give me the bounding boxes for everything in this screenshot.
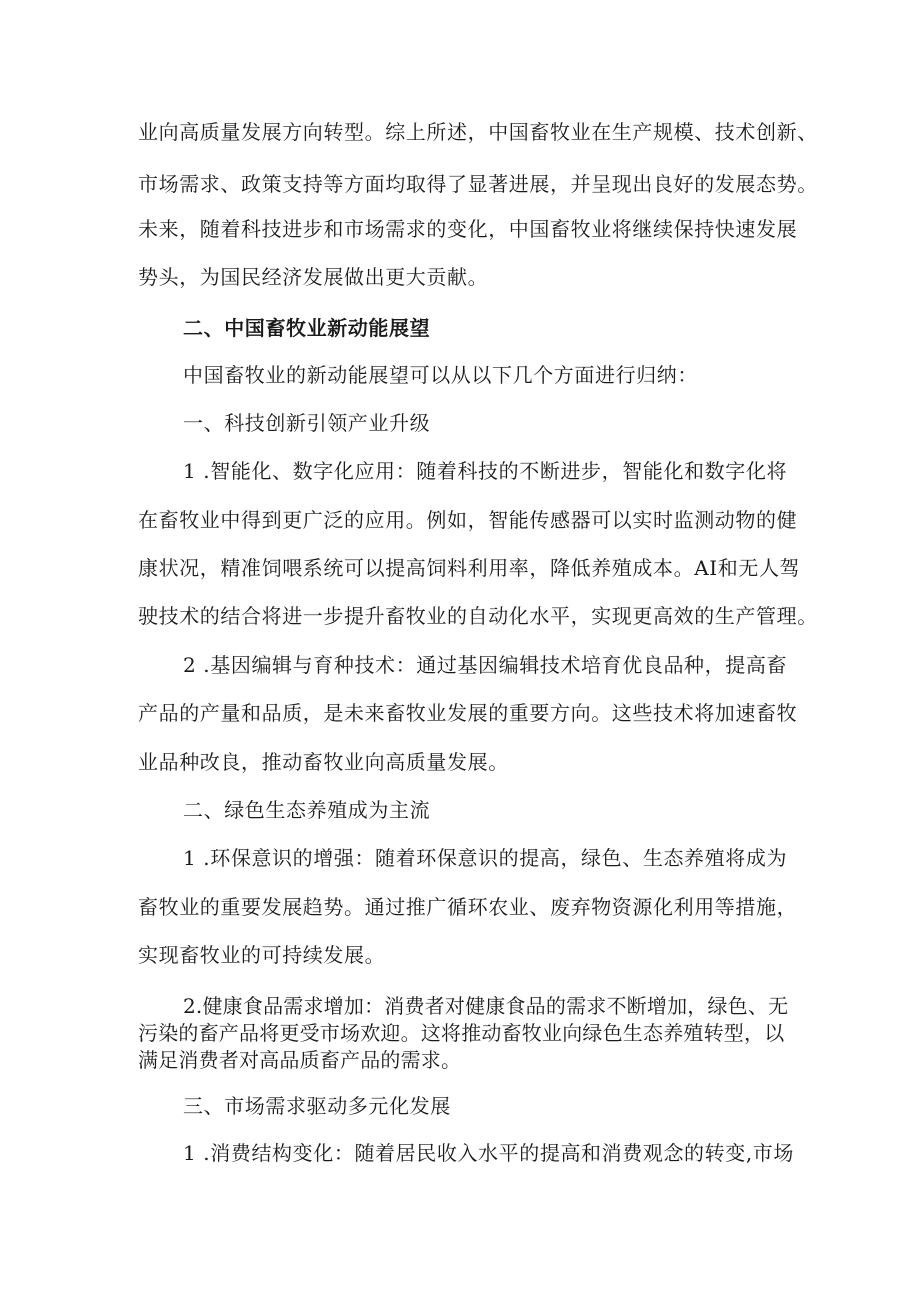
part2-heading: 二、绿色生态养殖成为主流 <box>183 798 431 822</box>
paragraph-line: 实现畜牧业的可持续发展。 <box>138 943 386 967</box>
paragraph-line: 未来，随着科技进步和市场需求的变化，中国畜牧业将继续保持快速发展 <box>138 217 798 241</box>
paragraph-line: 势头，为国民经济发展做出更大贡献。 <box>138 265 489 289</box>
dense-paragraph <box>138 993 798 1074</box>
paragraph-line: 产品的产量和品质，是未来畜牧业发展的重要方向。这些技术将加速畜牧 <box>138 701 798 725</box>
paragraph-line: 1 .环保意识的增强：随着环保意识的提高，绿色、生态养殖将成为 <box>183 846 788 870</box>
section-intro: 中国畜牧业的新动能展望可以从以下几个方面进行归纳： <box>183 363 698 387</box>
part3-heading: 三、市场需求驱动多元化发展 <box>183 1094 451 1118</box>
paragraph-line: 1 .智能化、数字化应用：随着科技的不断进步，智能化和数字化将 <box>183 459 788 483</box>
paragraph-line: 康状况，精准饲喂系统可以提高饲料利用率，降低养殖成本。AI和无人驾 <box>138 556 801 580</box>
part1-heading: 一、科技创新引领产业升级 <box>183 411 431 435</box>
paragraph-line: 2 .基因编辑与育种技术：通过基因编辑技术培育优良品种，提高畜 <box>183 653 788 677</box>
paragraph-line: 污染的畜产品将更受市场欢迎。这将推动畜牧业向绿色生态养殖转型，以 <box>138 1021 785 1045</box>
paragraph-line: 满足消费者对高品质畜产品的需求。 <box>138 1048 462 1072</box>
section-heading: 二、中国畜牧业新动能展望 <box>183 316 431 340</box>
paragraph-line: 业向高质量发展方向转型。综上所述，中国畜牧业在生产规模、技术创新、 <box>138 120 818 144</box>
paragraph-line: 1 .消费结构变化：随着居民收入水平的提高和消费观念的转变,市场 <box>183 1141 794 1165</box>
paragraph-line: 2.健康食品需求增加：消费者对健康食品的需求不断增加，绿色、无 <box>183 994 789 1018</box>
paragraph-line: 驶技术的结合将进一步提升畜牧业的自动化水平，实现更高效的生产管理。 <box>138 604 818 628</box>
paragraph-line: 在畜牧业中得到更广泛的应用。例如，智能传感器可以实时监测动物的健 <box>138 508 798 532</box>
paragraph-line: 畜牧业的重要发展趋势。通过推广循环农业、废弃物资源化利用等措施， <box>138 895 798 919</box>
paragraph-line: 市场需求、政策支持等方面均取得了显著进展，并呈现出良好的发展态势。 <box>138 172 818 196</box>
paragraph-line: 业品种改良，推动畜牧业向高质量发展。 <box>138 750 509 774</box>
